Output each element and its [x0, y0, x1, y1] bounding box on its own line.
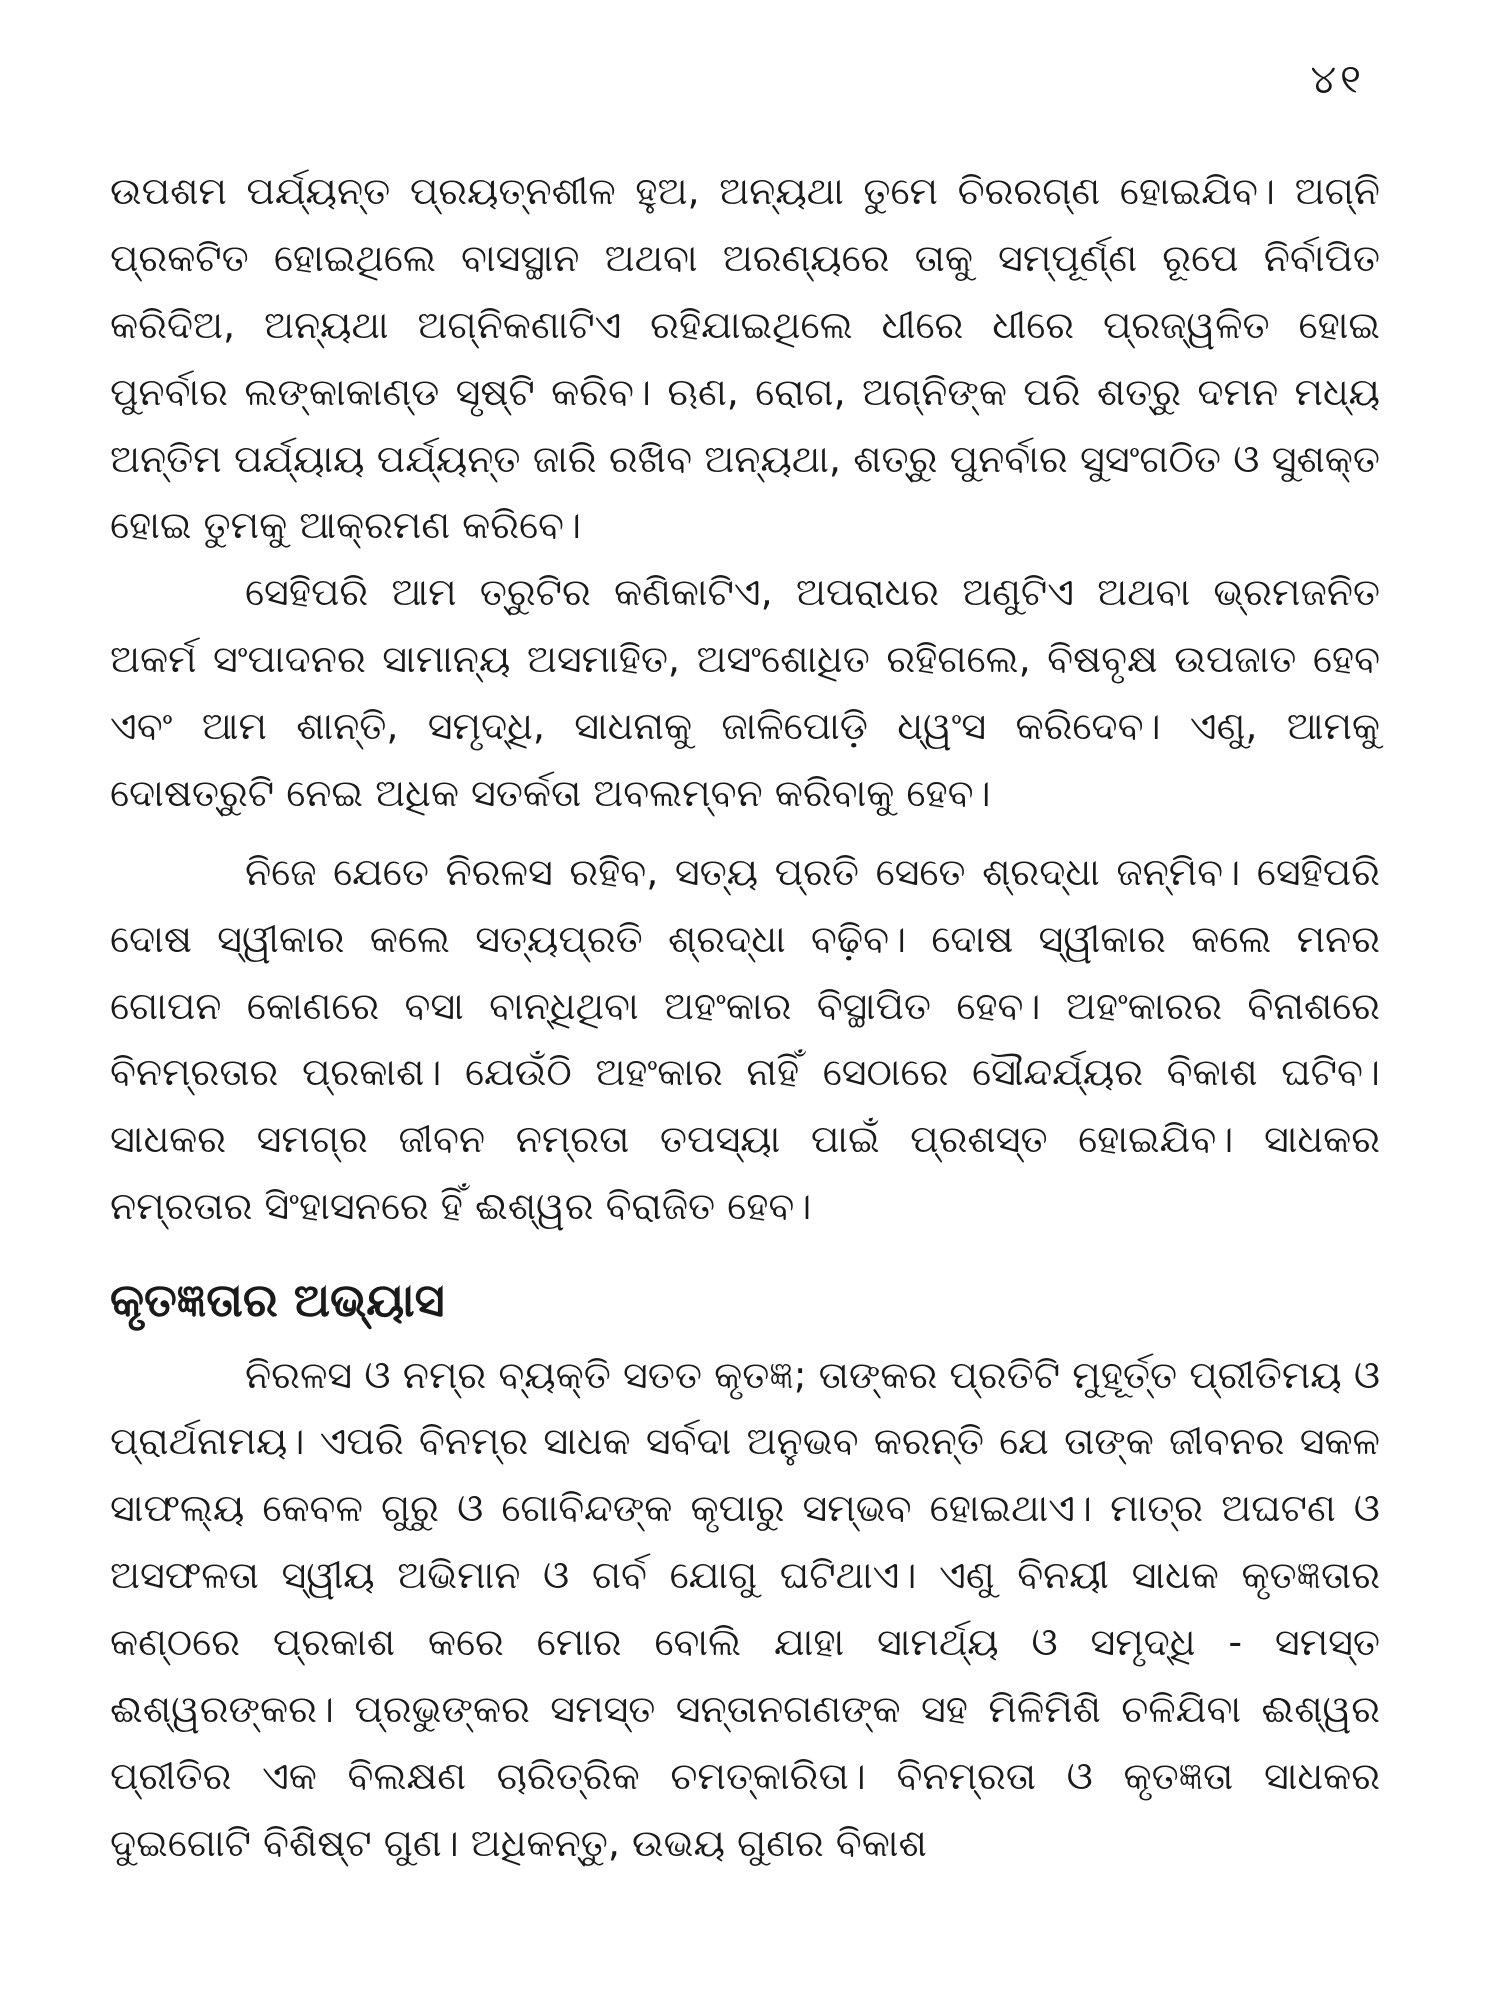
section-paragraph: ନିରଳସ ଓ ନମ୍ର ବ୍ୟକ୍ତି ସତତ କୃତଜ୍ଞ; ତାଙ୍କର ପ୍ରତିଟି ମୁହୂର୍ତ୍ତ ପ୍ରୀତିମୟ ଓ ପ୍ରାର୍ଥନାମୟ। ଏପରି ବିନମ୍ର ସାଧକ ସର୍ବଦା ଅନୁଭବ କରନ୍ତି ଯେ ତାଙ୍କ ଜୀବନର ସକଳ ସାଫଲ୍ୟ କେବଳ ଗୁରୁ ଓ ଗୋବିନ୍ଦଙ୍କ କୃପାରୁ ସମ୍ଭବ ହୋଇଥାଏ। ମାତ୍ର ଅଘଟଣ ଓ ଅସଫଳତା ସ୍ୱୀୟ ଅଭିମାନ ଓ ଗର୍ବ ଯୋଗୁ ଘଟିଥାଏ। ଏଣୁ ବିନୟୀ ସାଧକ କୃତଜ୍ଞତାର କଣ୍ଠରେ ପ୍ରକାଶ କରେ ମୋର ବୋଲି ଯାହା ସାମର୍ଥ୍ୟ ଓ ସମୃଦ୍ଧି - ସମସ୍ତ ଈଶ୍ୱରଙ୍କର। ପ୍ରଭୁଙ୍କର ସମସ୍ତ ସନ୍ତାନଗଣଙ୍କ ସହ ମିଳିମିଶି ଚଳିଯିବା ଈଶ୍ୱର ପ୍ରୀତିର ଏକ ବିଲକ୍ଷଣ ଚାରିତ୍ରିକ ଚମତ୍କାରିତା। ବିନମ୍ରତା ଓ କୃତଜ୍ଞତା ସାଧକର ଦୁଇଗୋଟି ବିଶିଷ୍ଟ ଗୁଣ। ଅଧିକନ୍ତୁ, ଉଭୟ ଗୁଣର ବିକାଶ [110, 1352, 1380, 1865]
section-heading: କୃତଜ୍ଞତାର ଅଭ୍ୟାସ [110, 1273, 445, 1327]
paragraph: ନିଜେ ଯେତେ ନିରଳସ ରହିବ, ସତ୍ୟ ପ୍ରତି ସେତେ ଶ୍ରଦ୍ଧା ଜନ୍ମିବ। ସେହିପରି ଦୋଷ ସ୍ୱୀକାର କଲେ ସତ୍ୟପ୍ରତି ଶ୍ରଦ୍ଧା ବଢ଼ିବ। ଦୋଷ ସ୍ୱୀକାର କଲେ ମନର ଗୋପନ କୋଣରେ ବସା ବାନ୍ଧିଥିବା ଅହଂକାର ବିସ୍ଥାପିତ ହେବ। ଅହଂକାରର ବିନାଶରେ ବିନମ୍ରତାର ପ୍ରକାଶ। ଯେଉଁଠି ଅହଂକାର ନାହିଁ ସେଠାରେ ସୌନ୍ଦର୍ଯ୍ୟର ବିକାଶ ଘଟିବ। ସାଧକର ସମଗ୍ର ଜୀବନ ନମ୍ରତା ତପସ୍ୟା ପାଇଁ ପ୍ରଶସ୍ତ ହୋଇଯିବ। ସାଧକର ନମ୍ରତାର ସିଂହାସନରେ ହିଁ ଈଶ୍ୱର ବିରାଜିତ ହେବ। [110, 849, 1380, 1229]
body-text [110, 158, 1380, 1877]
page-number: ୪୧ [1310, 57, 1365, 103]
paragraph: ସେହିପରି ଆମ ତ୍ରୁଟିର କଣିକାଟିଏ, ଅପରାଧର ଅଣୁଟିଏ ଅଥବା ଭ୍ରମଜନିତ ଅକର୍ମ ସଂପାଦନର ସାମାନ୍ୟ ଅସମାହିତ, ଅସଂଶୋଧିତ ରହିଗଲେ, ବିଷବୃକ୍ଷ ଉପଜାତ ହେବ ଏବଂ ଆମ ଶାନ୍ତି, ସମୃଦ୍ଧି, ସାଧନାକୁ ଜାଳିପୋଡ଼ି ଧ୍ୱଂସ କରିଦେବ। ଏଣୁ, ଆମକୁ ଦୋଷତ୍ରୁଟି ନେଇ ଅଧିକ ସତର୍କତା ଅବଲମ୍ବନ କରିବାକୁ ହେବ। [110, 570, 1380, 815]
paragraph-continued: ଉପଶମ ପର୍ଯ୍ୟନ୍ତ ପ୍ରୟତ୍ନଶୀଳ ହୁଅ, ଅନ୍ୟଥା ତୁମେ ଚିରରଗ୍ଣ ହୋଇଯିବ। ଅଗ୍ନି ପ୍ରକଟିତ ହୋଇଥିଲେ ବାସସ୍ଥାନ ଅଥବା ଅରଣ୍ୟରେ ତାକୁ ସମ୍ପୂର୍ଣ୍ଣ ରୂପେ ନିର୍ବାପିତ କରିଦିଅ, ଅନ୍ୟଥା ଅଗ୍ନିକଣାଟିଏ ରହିଯାଇଥିଲେ ଧୀରେ ଧୀରେ ପ୍ରଜ୍ୱଳିତ ହୋଇ ପୁନର୍ବାର ଲଙ୍କାକାଣ୍ଡ ସୃଷ୍ଟି କରିବ। ଋଣ, ରୋଗ, ଅଗ୍ନିଙ୍କ ପରି ଶତ୍ରୁ ଦମନ ମଧ୍ୟ ଅନ୍ତିମ ପର୍ଯ୍ୟାୟ ପର୍ଯ୍ୟନ୍ତ ଜାରି ରଖିବ ଅନ୍ୟଥା, ଶତ୍ରୁ ପୁନର୍ବାର ସୁସଂଗଠିତ ଓ ସୁଶକ୍ତ ହୋଇ ତୁମକୁ ଆକ୍ରମଣ କରିବେ। [110, 169, 1380, 548]
